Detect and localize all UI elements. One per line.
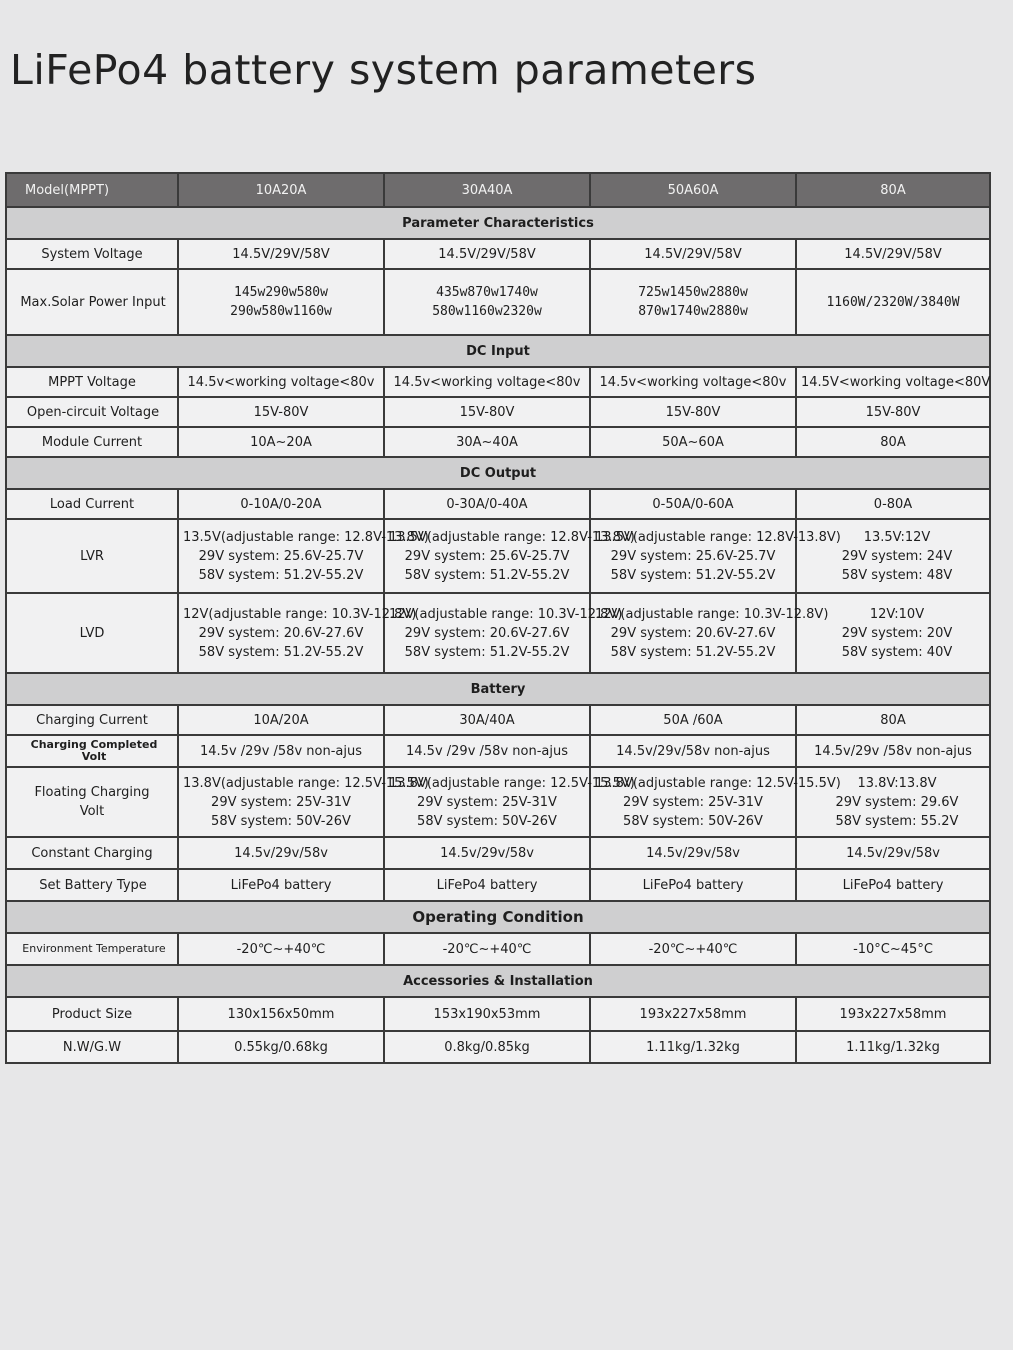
section-title: DC Output	[6, 457, 990, 489]
cell-line: 13.8V:13.8V	[857, 775, 937, 791]
row-label: Open-circuit Voltage	[6, 397, 178, 427]
row-label: Module Current	[6, 427, 178, 457]
row-label: N.W/G.W	[6, 1031, 178, 1063]
row-label: LVR	[6, 519, 178, 593]
cell-line: 870w1740w2880w	[638, 304, 748, 319]
cell-line: 29V system: 25V-31V	[417, 794, 557, 810]
table-cell: 15V-80V	[178, 397, 384, 427]
section-title: Accessories & Installation	[6, 965, 990, 997]
table-cell: 15V-80V	[384, 397, 590, 427]
table-row	[6, 767, 990, 837]
cell-line: 1160W/2320W/3840W	[826, 294, 960, 310]
table-cell: 0.8kg/0.85kg	[384, 1031, 590, 1063]
table-cell: 193x227x58mm	[590, 997, 796, 1031]
table-cell: 14.5V/29V/58V	[178, 239, 384, 269]
table-cell	[178, 593, 417, 673]
table-row	[6, 239, 990, 269]
table-row	[6, 427, 990, 457]
cell-line: 12V:10V	[869, 606, 925, 622]
table-cell: LiFePo4 battery	[178, 869, 384, 901]
table-header-row	[6, 173, 990, 207]
table-row	[6, 367, 990, 397]
label-line: Volt	[81, 750, 107, 763]
table-cell: 0-80A	[796, 489, 990, 519]
cell-line: 725w1450w2880w	[638, 285, 748, 300]
cell-line: 12V(adjustable range: 10.3V-12.8V)	[183, 606, 417, 622]
cell-line: 29V system: 20V	[841, 625, 953, 641]
cell-line: 290w580w1160w	[230, 304, 332, 319]
header-50a60a: 50A60A	[590, 173, 796, 207]
table-row	[6, 735, 990, 767]
table-cell: 50A /60A	[590, 705, 796, 735]
cell-line: 12V(adjustable range: 10.3V-12.8V)	[595, 606, 829, 622]
table-cell: 14.5V/29V/58V	[796, 239, 990, 269]
table-cell	[796, 269, 990, 335]
section-title: Parameter Characteristics	[6, 207, 990, 239]
table-cell: 10A/20A	[178, 705, 384, 735]
cell-line: 58V system: 51.2V-55.2V	[610, 567, 776, 583]
row-label: System Voltage	[6, 239, 178, 269]
label-line: Volt	[79, 804, 105, 819]
table-cell: 153x190x53mm	[384, 997, 590, 1031]
table-cell: 14.5v/29v/58v	[178, 837, 384, 869]
table-cell: 50A~60A	[590, 427, 796, 457]
cell-line: 58V system: 51.2V-55.2V	[610, 644, 776, 660]
table-cell	[384, 269, 590, 335]
cell-line: 13.5V(adjustable range: 12.8V-13.8V)	[389, 529, 635, 545]
section-dc-output	[6, 457, 990, 489]
table-cell: 130x156x50mm	[178, 997, 384, 1031]
table-cell: 14.5v/29v/58v	[796, 837, 990, 869]
cell-line: 29V system: 29.6V	[835, 794, 959, 810]
table-cell: 1.11kg/1.32kg	[796, 1031, 990, 1063]
page-title: LiFePo4 battery system parameters	[10, 46, 757, 94]
table-cell: 14.5V<working voltage<80V	[796, 367, 990, 397]
section-title: DC Input	[6, 335, 990, 367]
table-cell: 14.5v/29v/58v	[384, 837, 590, 869]
cell-line: 58V system: 48V	[841, 567, 953, 583]
section-title: Battery	[6, 673, 990, 705]
label-line: Charging Completed	[30, 738, 158, 751]
table-cell	[796, 593, 990, 673]
section-accessories	[6, 965, 990, 997]
header-80a: 80A	[796, 173, 990, 207]
table-cell: 30A/40A	[384, 705, 590, 735]
table-cell: 193x227x58mm	[796, 997, 990, 1031]
table-row	[6, 869, 990, 901]
cell-line: 580w1160w2320w	[432, 304, 542, 319]
cell-line: 58V system: 50V-26V	[417, 813, 557, 829]
table-cell: 0-50A/0-60A	[590, 489, 796, 519]
table-cell: 14.5v<working voltage<80v	[590, 367, 796, 397]
section-operating	[6, 901, 990, 933]
table-cell: 80A	[796, 427, 990, 457]
cell-line: 29V system: 25.6V-25.7V	[404, 548, 570, 564]
table-cell: 14.5V/29V/58V	[384, 239, 590, 269]
row-label: Product Size	[6, 997, 178, 1031]
row-label	[6, 767, 178, 837]
cell-line: 13.8V(adjustable range: 12.5V-15.5V)	[389, 775, 635, 791]
table-cell	[590, 519, 841, 593]
cell-line: 29V system: 25.6V-25.7V	[198, 548, 364, 564]
cell-line: 29V system: 20.6V-27.6V	[610, 625, 776, 641]
table-row	[6, 397, 990, 427]
table-row	[6, 1031, 990, 1063]
table-cell: 14.5v /29v /58v non-ajus	[178, 735, 384, 767]
table-cell: 14.5v/29v/58v	[590, 837, 796, 869]
cell-line: 58V system: 50V-26V	[623, 813, 763, 829]
table-cell	[384, 519, 635, 593]
row-label: Set Battery Type	[6, 869, 178, 901]
section-battery	[6, 673, 990, 705]
table-cell: LiFePo4 battery	[384, 869, 590, 901]
cell-line: 58V system: 51.2V-55.2V	[198, 567, 364, 583]
header-30a40a: 30A40A	[384, 173, 590, 207]
table-cell: -20℃~+40℃	[384, 933, 590, 965]
section-parameter	[6, 207, 990, 239]
row-label: LVD	[6, 593, 178, 673]
table-cell: 15V-80V	[796, 397, 990, 427]
cell-line: 29V system: 25V-31V	[623, 794, 763, 810]
cell-line: 435w870w1740w	[436, 285, 538, 300]
table-row	[6, 837, 990, 869]
cell-line: 58V system: 51.2V-55.2V	[404, 567, 570, 583]
table-cell: 14.5v /29v /58v non-ajus	[384, 735, 590, 767]
table-cell: 80A	[796, 705, 990, 735]
cell-line: 58V system: 40V	[841, 644, 953, 660]
table-cell	[384, 767, 635, 837]
table-cell	[590, 767, 841, 837]
cell-line: 58V system: 50V-26V	[211, 813, 351, 829]
table-cell: 1.11kg/1.32kg	[590, 1031, 796, 1063]
section-dc-input	[6, 335, 990, 367]
table-cell: 0-30A/0-40A	[384, 489, 590, 519]
table-cell: 14.5v/29v /58v non-ajus	[796, 735, 990, 767]
table-cell: 14.5V/29V/58V	[590, 239, 796, 269]
table-cell: 10A~20A	[178, 427, 384, 457]
header-10a20a: 10A20A	[178, 173, 384, 207]
cell-line: 13.8V(adjustable range: 12.5V-15.5V)	[183, 775, 429, 791]
cell-line: 13.5V:12V	[863, 529, 931, 545]
table-cell: LiFePo4 battery	[796, 869, 990, 901]
table-cell: 14.5v<working voltage<80v	[384, 367, 590, 397]
cell-line: 58V system: 55.2V	[835, 813, 959, 829]
table-cell: LiFePo4 battery	[590, 869, 796, 901]
cell-line: 29V system: 24V	[841, 548, 953, 564]
table-cell	[590, 593, 829, 673]
section-title: Operating Condition	[6, 901, 990, 933]
cell-line: 58V system: 51.2V-55.2V	[404, 644, 570, 660]
table-cell: 15V-80V	[590, 397, 796, 427]
row-label	[6, 735, 178, 767]
cell-line: 29V system: 20.6V-27.6V	[404, 625, 570, 641]
table-cell: 0-10A/0-20A	[178, 489, 384, 519]
cell-line: 12V(adjustable range: 10.3V-12.8V)	[389, 606, 623, 622]
table-row	[6, 489, 990, 519]
cell-line: 13.5V(adjustable range: 12.8V-13.8V)	[595, 529, 841, 545]
cell-line: 29V system: 25V-31V	[211, 794, 351, 810]
table-row	[6, 705, 990, 735]
table-cell: 0.55kg/0.68kg	[178, 1031, 384, 1063]
table-cell	[178, 269, 384, 335]
table-row	[6, 519, 990, 593]
table-row	[6, 593, 990, 673]
table-cell	[178, 767, 429, 837]
header-model: Model(MPPT)	[6, 173, 178, 207]
table-cell: 14.5v<working voltage<80v	[178, 367, 384, 397]
table-cell: -20℃~+40℃	[590, 933, 796, 965]
cell-line: 13.5V(adjustable range: 12.8V-13.8V)	[183, 529, 429, 545]
cell-line: 58V system: 51.2V-55.2V	[198, 644, 364, 660]
row-label: Constant Charging	[6, 837, 178, 869]
table-cell	[590, 269, 796, 335]
row-label: Max.Solar Power Input	[6, 269, 178, 335]
table-row	[6, 997, 990, 1031]
cell-line: 145w290w580w	[234, 285, 328, 300]
row-label: Charging Current	[6, 705, 178, 735]
row-label: Load Current	[6, 489, 178, 519]
table-cell: -20℃~+40℃	[178, 933, 384, 965]
table-cell	[384, 593, 623, 673]
table-cell: 14.5v/29v/58v non-ajus	[590, 735, 796, 767]
parameters-table	[5, 172, 991, 1064]
table-cell: -10°C~45°C	[796, 933, 990, 965]
table-row	[6, 269, 990, 335]
label-line: Floating Charging	[34, 785, 150, 800]
cell-line: 29V system: 20.6V-27.6V	[198, 625, 364, 641]
table-cell: 30A~40A	[384, 427, 590, 457]
cell-line: 29V system: 25.6V-25.7V	[610, 548, 776, 564]
table-cell	[178, 519, 429, 593]
row-label: Environment Temperature	[6, 933, 178, 965]
table-row	[6, 933, 990, 965]
row-label: MPPT Voltage	[6, 367, 178, 397]
cell-line: 13.8V(adjustable range: 12.5V-15.5V)	[595, 775, 841, 791]
